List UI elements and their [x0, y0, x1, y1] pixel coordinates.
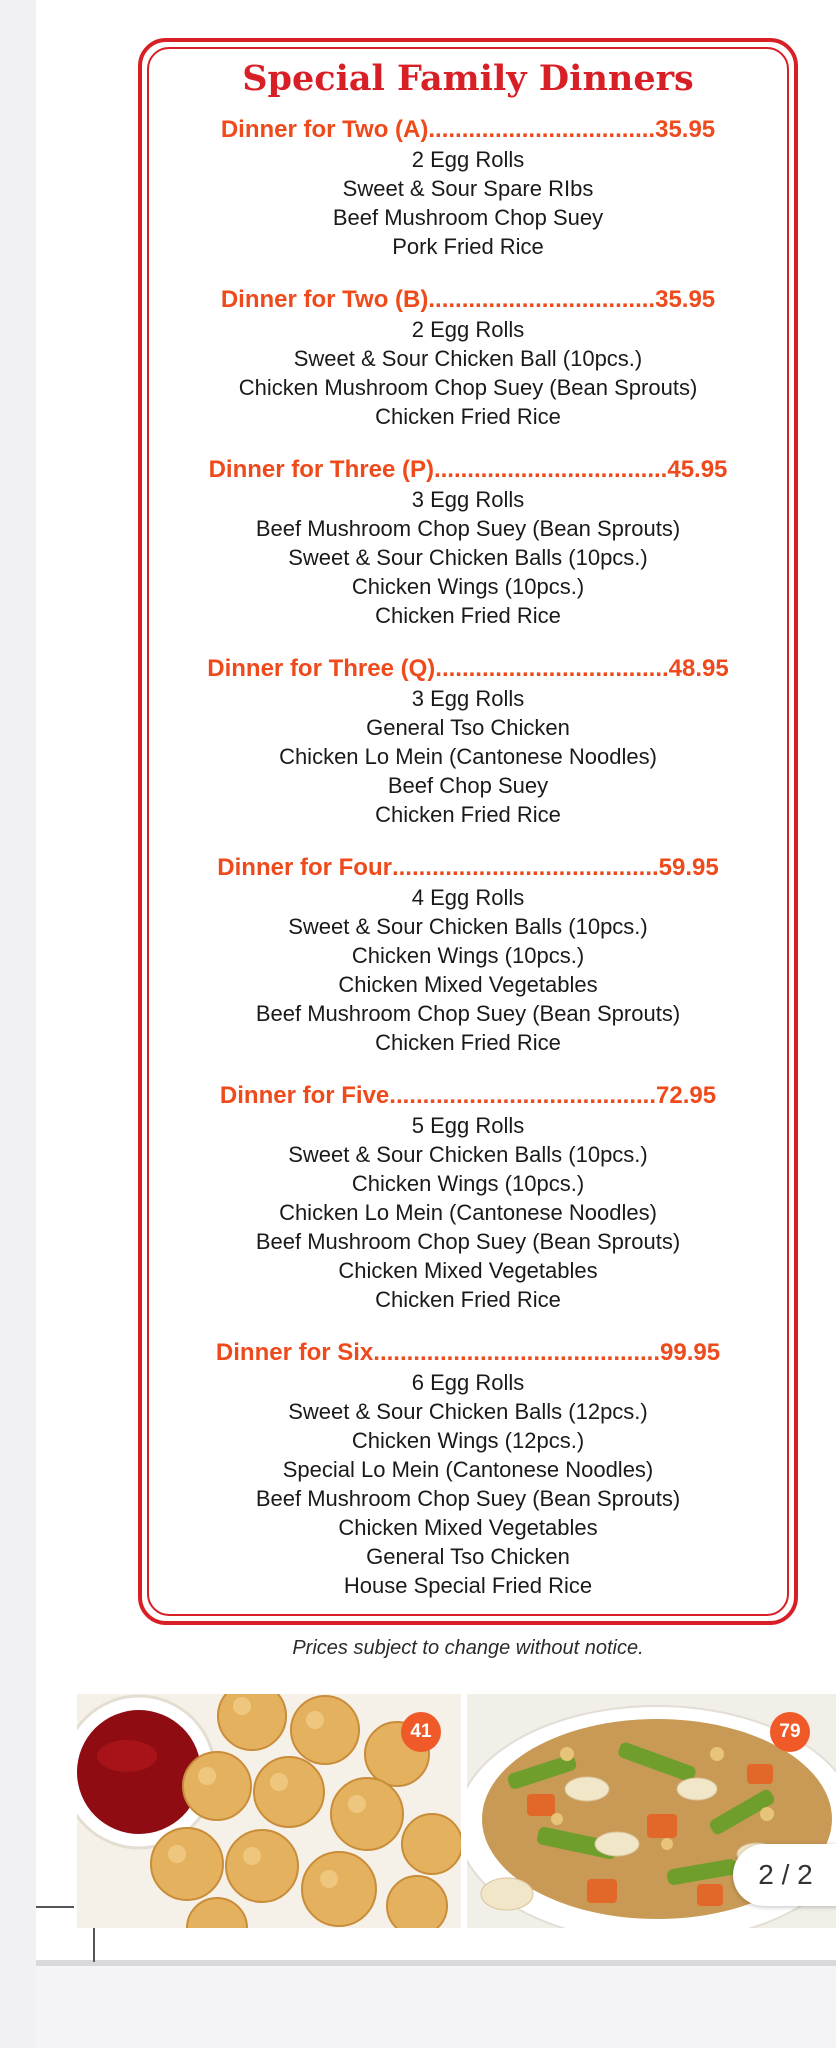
menu-item: Chicken Fried Rice: [375, 603, 561, 628]
dinner-price: 45.95: [667, 456, 728, 483]
dinner-name: Dinner for Six: [215, 1339, 374, 1366]
menu-item: Chicken Mushroom Chop Suey (Bean Sprouts): [238, 375, 698, 400]
menu-item: Beef Chop Suey: [387, 773, 549, 798]
dinner-price: 48.95: [668, 655, 729, 682]
menu-item: Sweet & Sour Chicken Balls (10pcs.): [288, 914, 648, 939]
dinner-items: [138, 684, 798, 829]
page-indicator[interactable]: 2 / 2: [733, 1844, 836, 1906]
menu-item: Sweet & Sour Spare RIbs: [342, 176, 594, 201]
dinner-section: [138, 115, 798, 261]
dinner-section: [138, 1338, 798, 1600]
dinner-price: 35.95: [655, 116, 716, 143]
menu-item: Chicken Fried Rice: [375, 404, 561, 429]
dinner-name: Dinner for Five: [219, 1082, 390, 1109]
dinner-items: [138, 883, 798, 1057]
price-disclaimer: Prices subject to change without notice.: [292, 1637, 644, 1659]
leader-dots: ..................................: [428, 116, 656, 143]
leader-dots: ........................................: [391, 854, 659, 881]
dinner-section: [138, 654, 798, 829]
menu-item: Chicken Wings (10pcs.): [351, 574, 585, 599]
dinner-name: Dinner for Two (B): [220, 286, 429, 313]
dinner-price: 72.95: [656, 1082, 717, 1109]
menu-title: Special Family Dinners: [242, 58, 694, 99]
menu-item: Sweet & Sour Chicken Balls (10pcs.): [288, 545, 648, 570]
menu-item: Pork Fried Rice: [392, 234, 544, 259]
crop-mark-horizontal: [36, 1906, 74, 1908]
dinner-name: Dinner for Two (A): [220, 116, 429, 143]
leader-dots: ..................................: [428, 286, 656, 313]
dinner-section: [138, 1081, 798, 1314]
menu-item: 2 Egg Rolls: [411, 317, 525, 342]
leader-dots: ...................................: [435, 655, 669, 682]
dinner-section: [138, 455, 798, 630]
menu-item: Sweet & Sour Chicken Balls (12pcs.): [288, 1399, 648, 1424]
leader-dots: ........................................: [389, 1082, 656, 1109]
viewer-background: [36, 1966, 836, 2048]
dinner-heading: [207, 654, 728, 684]
dinner-heading: [209, 455, 728, 485]
dinner-items: [138, 1111, 798, 1314]
menu-item: Chicken Mixed Vegetables: [338, 1515, 598, 1540]
menu-item: Beef Mushroom Chop Suey (Bean Sprouts): [255, 1001, 681, 1026]
menu-item: Chicken Lo Mein (Cantonese Noodles): [279, 1200, 657, 1225]
dinner-name: Dinner for Three (P): [208, 456, 434, 483]
dinner-items: [138, 145, 798, 261]
menu-item: General Tso Chicken: [366, 715, 570, 740]
menu-item: 2 Egg Rolls: [411, 147, 525, 172]
menu-item: Chicken Fried Rice: [375, 802, 561, 827]
menu-item: Chicken Mixed Vegetables: [338, 972, 598, 997]
menu-item: Chicken Wings (10pcs.): [351, 1171, 585, 1196]
dinner-section: [138, 285, 798, 431]
menu-item: Sweet & Sour Chicken Balls (10pcs.): [288, 1142, 648, 1167]
menu-item: Beef Mushroom Chop Suey (Bean Sprouts): [255, 1229, 681, 1254]
menu-item: Beef Mushroom Chop Suey: [332, 205, 604, 230]
dinner-heading: [216, 1338, 720, 1368]
menu-item: Chicken Mixed Vegetables: [338, 1258, 598, 1283]
leader-dots: ...........................................: [373, 1339, 661, 1366]
menu-item: Sweet & Sour Chicken Ball (10pcs.): [293, 346, 643, 371]
dinner-name: Dinner for Three (Q): [207, 655, 436, 682]
menu-item: Chicken Lo Mein (Cantonese Noodles): [279, 744, 657, 769]
dinner-heading: [221, 285, 715, 315]
menu-item: Chicken Wings (10pcs.): [351, 943, 585, 968]
menu-item: Chicken Fried Rice: [375, 1030, 561, 1055]
item-number-badge: 41: [401, 1712, 441, 1752]
dinner-price: 35.95: [655, 286, 716, 313]
dinner-heading: [220, 1081, 716, 1111]
menu-item: Chicken Fried Rice: [375, 1287, 561, 1312]
dinner-heading: [221, 115, 715, 145]
viewer-left-margin: [0, 0, 36, 2048]
menu-item: Special Lo Mein (Cantonese Noodles): [282, 1457, 654, 1482]
menu-item: Chicken Wings (12pcs.): [351, 1428, 585, 1453]
dinner-items: [138, 315, 798, 431]
dinner-heading: [217, 853, 718, 883]
dinner-price: 59.95: [658, 854, 719, 881]
leader-dots: ...................................: [433, 456, 668, 483]
menu-item: General Tso Chicken: [366, 1544, 570, 1569]
dinner-items: [138, 485, 798, 630]
menu-item: Beef Mushroom Chop Suey (Bean Sprouts): [255, 516, 681, 541]
dinner-price: 99.95: [660, 1339, 721, 1366]
dinner-section: [138, 853, 798, 1057]
item-number-badge: 79: [770, 1712, 810, 1752]
menu-item: 3 Egg Rolls: [411, 487, 525, 512]
menu-item: Beef Mushroom Chop Suey (Bean Sprouts): [255, 1486, 681, 1511]
dinner-items: [138, 1368, 798, 1600]
menu-item: House Special Fried Rice: [343, 1573, 593, 1598]
menu-item: 4 Egg Rolls: [411, 885, 525, 910]
dinner-name: Dinner for Four: [217, 854, 392, 881]
menu-item: 3 Egg Rolls: [411, 686, 525, 711]
menu-item: 6 Egg Rolls: [411, 1370, 525, 1395]
menu-item: 5 Egg Rolls: [411, 1113, 525, 1138]
